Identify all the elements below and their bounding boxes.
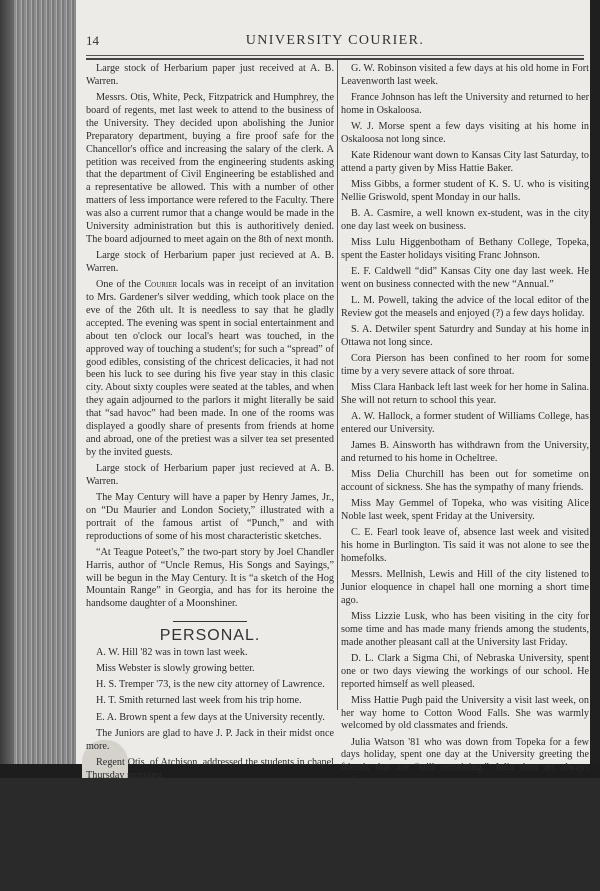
paragraph: Large stock of Herbarium paper just recieved at A. B. Warren. xyxy=(86,250,334,274)
column-divider xyxy=(337,60,338,710)
running-title: UNIVERSITY COURIER. xyxy=(245,33,425,48)
section-heading: PERSONAL. xyxy=(159,627,261,645)
header-rule-thick xyxy=(86,58,584,60)
personal-item: Miss Gibbs, a former student of K. S. U. who is visiting Nellie Griswold, spent Monday in our halls. xyxy=(341,179,589,203)
paragraph-wedding xyxy=(86,279,334,460)
personal-item: Messrs. Mellnish, Lewis and Hill of the city listened to Junior eloquence in chapel hall one morning a short time ago. xyxy=(341,568,589,606)
personal-item: Miss Lulu Higgenbotham of Bethany College, Topeka, spent the Easter holidays visiting Franc Johnson. xyxy=(341,237,589,261)
paragraph: “At Teague Poteet's,” the two-part story by Joel Chandler Harris, author of “Uncle Remus, His Songs and Sayings,” will be begun in the May Century. It is “a sketch of the Hog Mountain Range” in Georgia, and has for its heroine the handsome daughter of a Moonshiner. xyxy=(86,546,334,610)
text: locals was in receipt of an invitation to Mrs. Gardener's silver wedding, which took place on the eve of the 26th ult. It is needless to say that he gladly accepted. The evening was spent in social entertainment and about ten o'clock our local's heart was touched, in the approved way of touching a student's; for such a “spread” of good edibles, consisting of the chricest delicacies, it had not been his luck to see during his five year stay in this clasic city. About sixty couples were seated at the tables, and when they again adjourned to the parlors it might literally be said that “sad havoc” had been made. In one of the rooms was displayed a goodly share of presents from friends at home and abroad, one of the pretiest was a silver tea set presented by the invited guests. xyxy=(86,279,334,458)
text: One of the xyxy=(96,279,145,291)
personal-item: The Juniors are glad to have J. P. Jack in their midst once more. xyxy=(86,727,334,752)
paragraph: Large stock of Herbarium paper just recieved at A. B. Warren. xyxy=(86,462,334,487)
personal-item: S. A. Detwiler spent Saturdry and Sunday at his home in Ottawa not long since. xyxy=(341,324,589,348)
page-number: 14 xyxy=(86,33,99,48)
personal-item: H. T. Smith returned last week from his trip home. xyxy=(96,695,302,707)
page-header xyxy=(86,33,584,49)
personal-item: Cora Pierson has been confined to her room for some time by a very severe attack of sore throat. xyxy=(341,353,589,377)
personal-item: A. W. Hill '82 was in town last week. xyxy=(96,647,248,659)
section-separator xyxy=(173,621,247,622)
personal-item: W. J. Morse spent a few days visiting at his home in Oskaloosa not long since. xyxy=(341,121,589,145)
personal-item: A. W. Hallock, a former student of Williams College, has entered our University. xyxy=(341,411,589,435)
personal-item: Miss Hattie Pugh paid the University a visit last week, on her way home to Cotton Wood Falls. She was warmly welcomed by old classmates and friends. xyxy=(341,694,589,732)
personal-item: B. A. Casmire, a well known ex-student, was in the city one day last week on business. xyxy=(341,208,589,232)
personal-item: The class in Physics have their examination in Physics next Monday. xyxy=(341,862,589,887)
personal-item: Miss Lizzie Lusk, who has been visiting in the city for some time and has made many friends among the students, made another pleasant call at the University last Friday. xyxy=(341,610,589,648)
left-column xyxy=(86,63,334,815)
personal-item: Miss Clara Hanback left last week for her home in Salina. She will not return to school this year. xyxy=(341,382,589,406)
book-spine xyxy=(0,0,14,778)
personal-item: E. F. Caldwell “did” Kansas City one day last week. He went on business connected with the new “Annual.” xyxy=(341,266,589,290)
personal-item: L. M. Powell, taking the advice of the local editor of the Review got the measels and enjoyed (?) a few days holiday. xyxy=(341,295,589,319)
courier-name: Courier xyxy=(144,279,178,291)
personal-item: Julia Watson '81 who was down from Topeka for a few days holiday, spent one day at the University greeting the friends that are “still remaining.” Julia thou art always welcome. xyxy=(341,736,589,787)
right-column xyxy=(341,63,589,891)
paragraph: Messrs. Otis, White, Peck, Fitzpatrick and Humphrey, the board of regents, met last week to attend to the business of the University. They decided upon abolishing the Junior Preparatory department, buying a fire proof safe for the Chancellor's office and increasing the salary of the clerk. A petition was received from the engineering students asking that the department of Civil Engineering be established and a representative be allowed. This with a number of other matters of less importance were refered to the Faculty. There was also a current rumor that a change would be made in the University administration but this is authoritively denied. The board adjourned to meet again on the 8th of next month. xyxy=(86,92,334,245)
personal-item: L. H. Leach has returned safely. The Juniors are rejoiced to find that he had neither absconded with the proceeds of the Murdoch reading nor Innes silks. xyxy=(341,791,589,829)
header-rule xyxy=(86,55,584,56)
personal-item: Miss May Gemmel of Topeka, who was visiting Alice Noble last week, spent Friday at the University. xyxy=(341,498,589,522)
personal-item: Miss Delia Churchill has been out for sometime on account of sickness. She has the sympathy of many friends. xyxy=(341,469,589,493)
personal-item: E. A. Brown spent a few days at the University recently. xyxy=(96,711,325,723)
personal-item: Mary Griffith spent last Saturday and Sunday visiting friends in Ottawa. xyxy=(86,785,334,810)
personal-item: H. S. Tremper '73, is the new city attorney of Lawrence. xyxy=(96,679,325,691)
book-cover-edge xyxy=(590,0,600,778)
personal-item: James B. Ainsworth has withdrawn from the University, and returned to his home in Ocheltree. xyxy=(341,440,589,464)
personal-item: John McCurdy, has returned from a two years engineering tour in the southwest. xyxy=(341,833,589,858)
personal-item: Kate Ridenour want down to Kansas City last Saturday, to attend a party given by Miss Hattie Baker. xyxy=(341,150,589,174)
page-edges xyxy=(14,0,78,778)
personal-item: C. E. Fearl took leave of, absence last week and visited his home in Burlington. Tis said it was not alone to see the homefolks. xyxy=(341,527,589,564)
personal-item: Miss Webster is slowly growing better. xyxy=(96,663,255,675)
paragraph: Large stock of Herbarium paper just received at A. B. Warren. xyxy=(86,63,334,87)
personal-item: France Johnson has left the University and returned to her home in Oskaloosa. xyxy=(341,92,589,116)
personal-item: Regent Otis, of Atchison, addressed the students in chapel Thursday morning. xyxy=(86,756,334,781)
personal-item: G. W. Robinson visited a few days at his old home in Fort Leavenworth last week. xyxy=(341,63,589,87)
personal-item: D. L. Clark a Sigma Chi, of Nebraska University, spent one or two days viewing the workings of our school. He reported himself as well pleased. xyxy=(341,652,589,690)
paragraph: The May Century will have a paper by Henry James, Jr., on “Du Maurier and London Society,” illustrated with a portrait of the famous artist of “Punch,” and with reproductions of some of his most characteristic sketches. xyxy=(86,491,334,542)
